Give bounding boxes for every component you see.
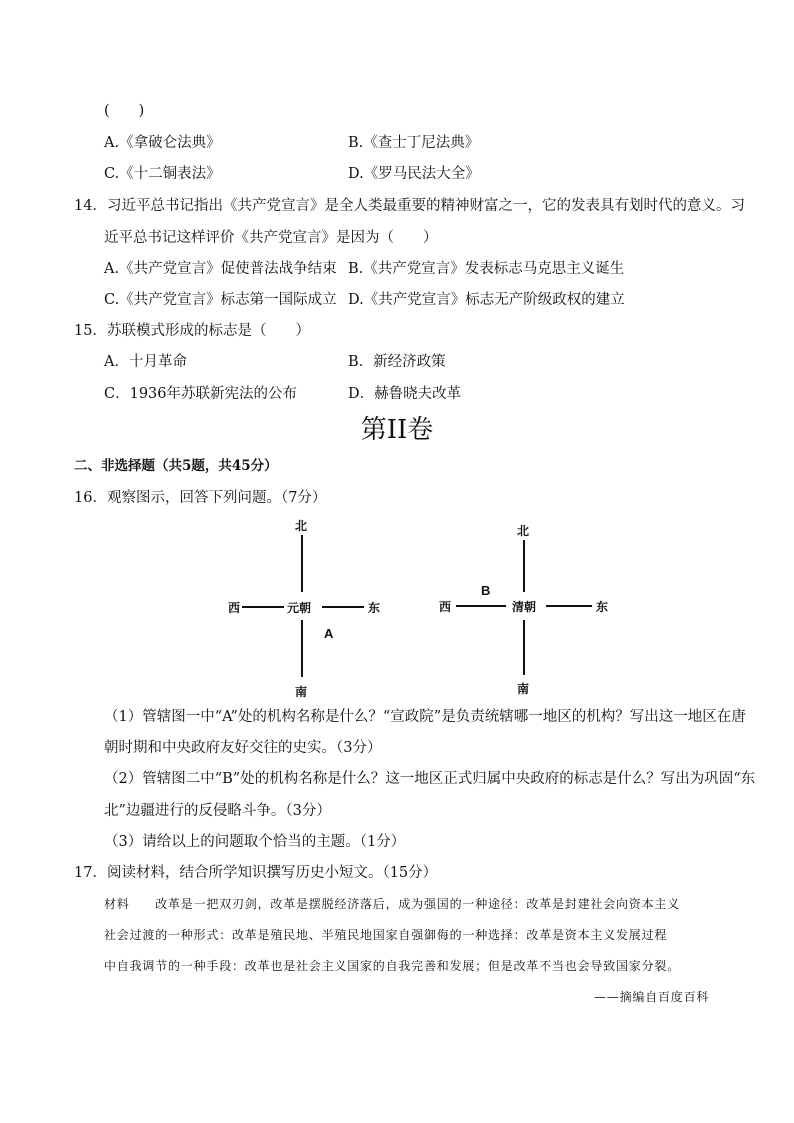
diagram1-west-line [242,606,284,608]
q17-material-line1: 材料 改革是一把双刃剑，改革是摆脱经济落后，成为强国的一种途径：改革是封建社会向资本主义 [104,897,681,911]
q16-sub1-line2: 朝时期和中央政府友好交往的史实。（3分） [104,740,382,756]
diagram1-north-label: 北 [295,519,308,533]
q17-material-line2: 社会过渡的一种形式：改革是殖民地、半殖民地国家自强御侮的一种选择：改革是资本主义发展过程 [104,928,668,942]
diagram2-north-label: 北 [517,524,530,538]
q13-answer-paren: ( ) [104,103,145,119]
q14-option-b: B.《共产党宣言》发表标志马克思主义诞生 [348,261,625,277]
q16-stem: 16．观察图示，回答下列问题。（7分） [74,490,327,506]
q16-sub2-line2: 北”边疆进行的反侵略斗争。（3分） [104,803,331,819]
diagram1-north-line [301,535,303,592]
q13-option-a: A.《拿破仑法典》 [104,135,221,151]
q17-material-source: ——摘编自百度百科 [594,990,710,1004]
diagram1-east-line [322,606,364,608]
diagram1-east-label: 东 [368,601,381,615]
diagram2-west-label: 西 [439,600,452,614]
q17-material-line3: 中自我调节的一种手段：改革也是社会主义国家的自我完善和发展；但是改革不当也会导致国家分裂。 [104,959,681,973]
diagram2-west-line [456,605,506,607]
q14-stem-line1: 14．习近平总书记指出《共产党宣言》是全人类最重要的精神财富之一，它的发表具有划时代的意义。习 [74,198,745,214]
q13-option-c: C.《十二铜表法》 [104,166,221,182]
q14-option-c: C.《共产党宣言》标志第一国际成立 [104,292,337,308]
q15-stem: 15．苏联模式形成的标志是（ ） [74,323,310,339]
q15-option-a: A．十月革命 [104,354,187,370]
diagram2-north-line [523,540,525,592]
diagram1-south-label: 南 [295,685,308,699]
diagram2-south-label: 南 [517,682,530,696]
diagram1-center-label: 元朝 [287,601,312,615]
section-title: 第II卷 [360,415,434,445]
diagram2-east-label: 东 [596,600,609,614]
q14-stem-line2: 近平总书记这样评价《共产党宣言》是因为（ ） [104,230,438,246]
q13-option-d: D.《罗马民法大全》 [348,166,480,182]
part2-heading: 二、非选择题（共5题，共45分） [74,458,278,474]
q14-option-a: A.《共产党宣言》促使普法战争结束 [104,261,337,277]
q15-option-d: D．赫鲁晓夫改革 [348,386,462,402]
diagram2-marker-b: B [481,583,491,598]
q14-option-d: D.《共产党宣言》标志无产阶级政权的建立 [348,292,625,308]
q15-option-c: C．1936年苏联新宪法的公布 [104,386,297,402]
q13-option-b: B.《查士丁尼法典》 [348,135,480,151]
diagram2-east-line [546,605,592,607]
diagram1-south-line [301,620,303,677]
q16-sub3: （3）请给以上的问题取个恰当的主题。（1分） [104,834,406,850]
diagram1-marker-a: A [324,626,334,641]
q16-sub1-line1: （1）管辖图一中“A”处的机构名称是什么？“宣政院”是负责统辖哪一地区的机构？写出这一地区在唐 [104,709,746,725]
q16-sub2-line1: （2）管辖图二中“B”处的机构名称是什么？这一地区正式归属中央政府的标志是什么？写出为巩固“东 [104,771,756,787]
q17-stem: 17．阅读材料，结合所学知识撰写历史小短文。（15分） [74,865,438,881]
diagram2-south-line [523,620,525,675]
diagram2-center-label: 清朝 [512,600,537,614]
q15-option-b: B．新经济政策 [348,354,446,370]
diagram1-west-label: 西 [228,601,241,615]
